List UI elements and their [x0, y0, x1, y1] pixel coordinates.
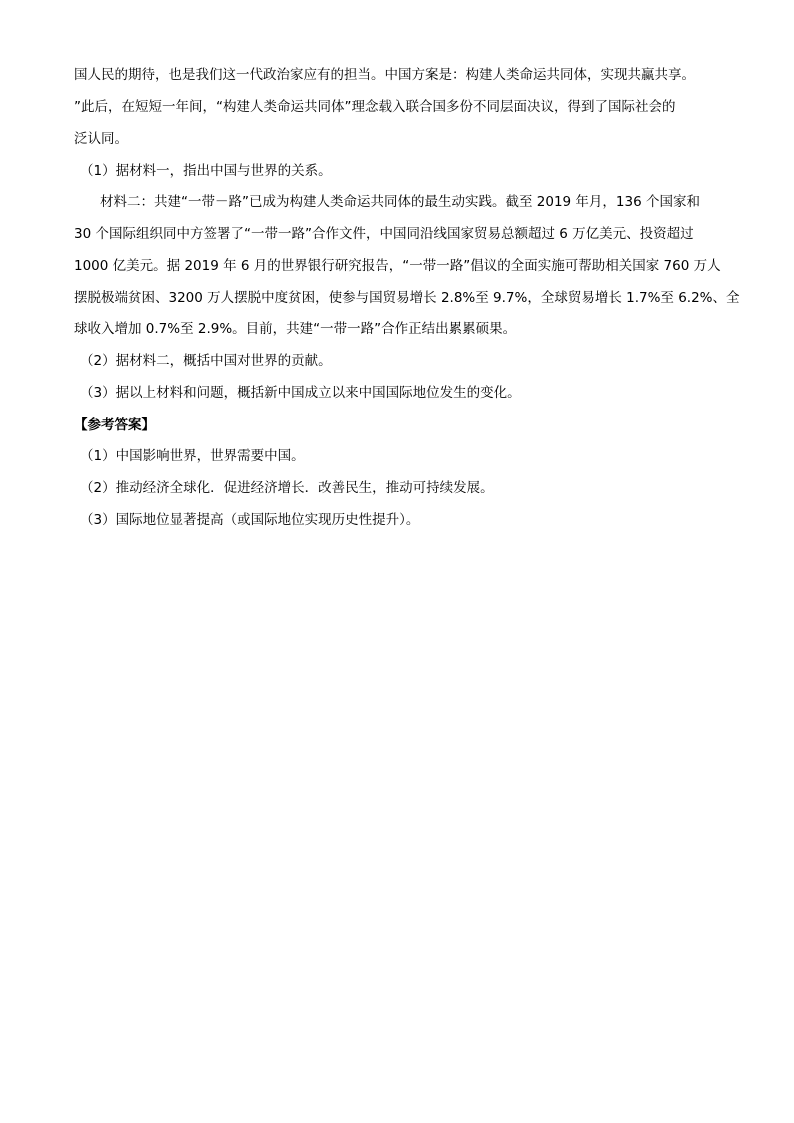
material-one-line-1: 国人民的期待，也是我们这一代政治家应有的担当。中国方案是：构建人类命运共同体，实现共赢共享。: [74, 67, 695, 83]
material-two-line-1: 材料二：共建“一带－路”已成为构建人类命运共同体的最生动实践。截至 2019 年月，136 个国家和: [100, 194, 700, 210]
material-two-line-5: 球收入增加 0.7%至 2.9%。目前，共建“一带一路”合作正结出累累硕果。: [74, 321, 517, 337]
material-two-line-2: 30 个国际组织同中方签署了“一带一路”合作文件，中国同沿线国家贸易总额超过 6 万亿美元、投资超过: [74, 226, 694, 242]
question-2: （2）据材料二，概括中国对世界的贡献。: [80, 353, 332, 369]
material-one-line-3: 泛认同。: [74, 131, 128, 147]
material-two-line-3: 1000 亿美元。据 2019 年 6 月的世界银行研究报告，“一带一路”倡议的全面实施可帮助相关国家 760 万人: [74, 258, 721, 274]
material-one-line-2: ”此后，在短短一年间，“构建人类命运共同体”理念载入联合国多份不同层面决议，得到了国际社会的: [74, 99, 676, 115]
answer-1: （1）中国影响世界，世界需要中国。: [80, 448, 305, 464]
answer-heading: 【参考答案】: [74, 417, 155, 433]
answer-3: （3）国际地位显著提高（或国际地位实现历史性提升）。: [80, 512, 420, 528]
question-3: （3）据以上材料和问题，概括新中国成立以来中国国际地位发生的变化。: [80, 385, 521, 401]
material-two-line-4: 摆脱极端贫困、3200 万人摆脱中度贫困，使参与国贸易增长 2.8%至 9.7%，全球贸易增长 1.7%至 6.2%、全: [74, 290, 740, 306]
answer-2: （2）推动经济全球化．促进经济增长．改善民生，推动可持续发展。: [80, 480, 494, 496]
question-1: （1）据材料一，指出中国与世界的关系。: [80, 163, 332, 179]
